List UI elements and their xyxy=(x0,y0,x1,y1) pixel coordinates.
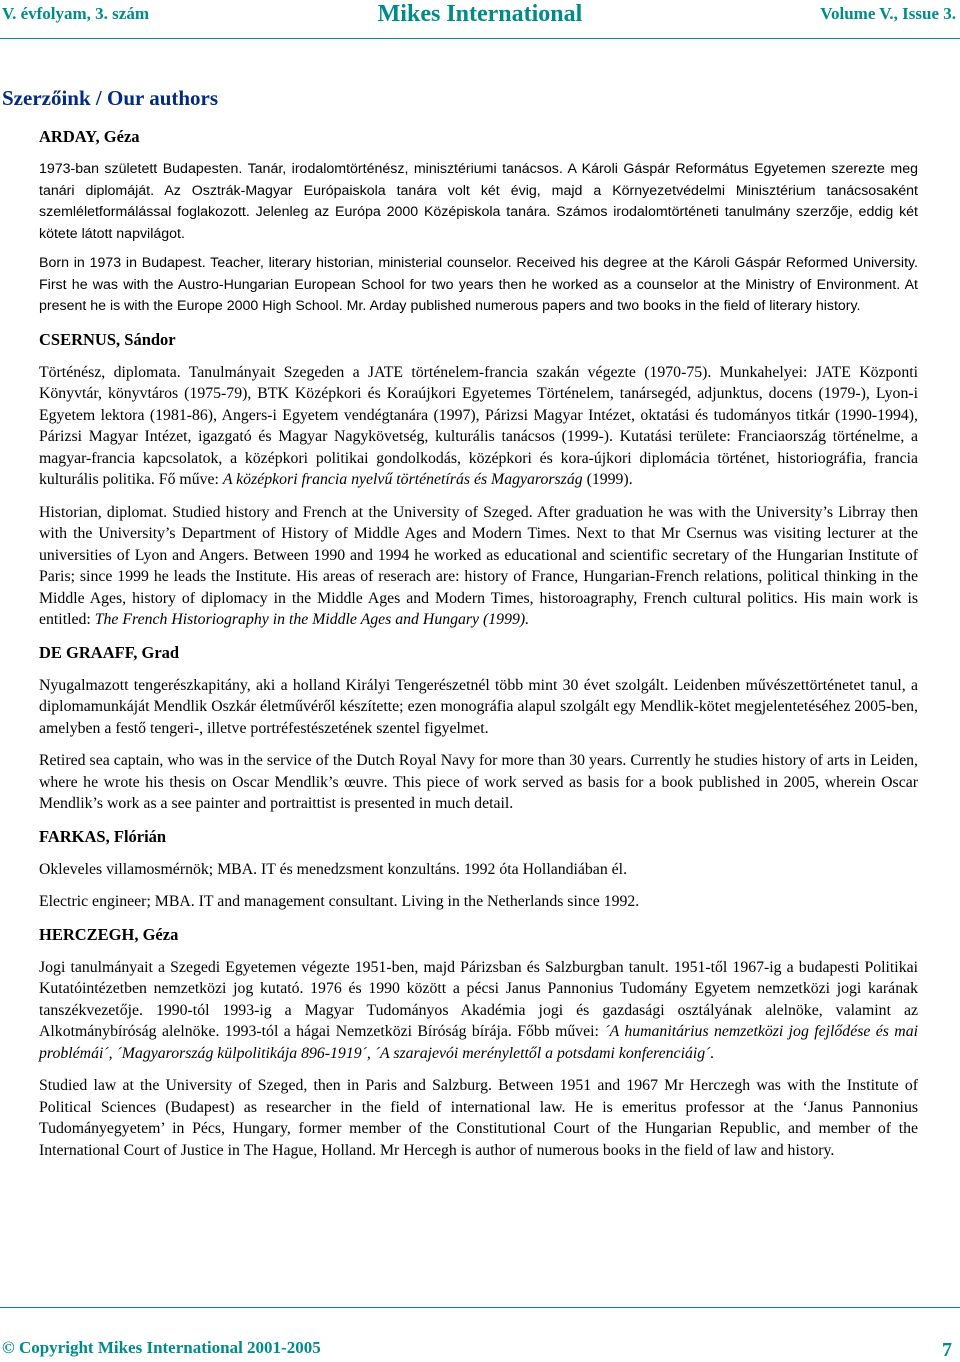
author-name: DE GRAAFF, Grad xyxy=(39,642,180,662)
author-bio-hu: Nyugalmazott tengerészkapitány, aki a holland Királyi Tengerészetnél több mint 30 évet szolgált. Leidenben művészettörténetet tanul, a diplomamunkáját Mendlik Oszkár életművéről készítette; ezen monográfia alapul szolgált egy Mendlik-kötet megjelentetéséhez 2005-ben, amelyben a festő tengeri-, illetve portréfestészetének szentel figyelmet. xyxy=(39,676,918,737)
author-entry-farkas xyxy=(39,826,918,913)
header-divider xyxy=(0,38,960,39)
author-entry-herczegh xyxy=(39,924,918,1162)
main-works-titles-hu: ´A humanitárius nemzetközi jog fejlődése és mai problémái´, ´Magyarország külpolitikája 896-1919´, ´A szarajevói merénylettől a potsdami konferenciáig´. xyxy=(39,1023,918,1062)
author-name: CSERNUS, Sándor xyxy=(39,329,176,349)
author-entry-csernus xyxy=(39,329,918,631)
header-volume-hu: V. évfolyam, 3. szám xyxy=(2,4,149,23)
author-name: FARKAS, Flórián xyxy=(39,826,167,846)
header-volume-en: Volume V., Issue 3. xyxy=(820,4,956,23)
author-bio-en: Retired sea captain, who was in the service of the Dutch Royal Navy for more than 30 years. Currently he studies history of arts in Leiden, where he wrote his thesis on Oscar Mendlik’s œuvre. This piece of work served as basis for a book published in 2005, wherein Oscar Mendlik’s work as a see painter and portraittist is presented in much detail. xyxy=(39,752,918,812)
author-bio-en: Born in 1973 in Budapest. Teacher, literary historian, ministerial counselor. Received his degree at the Károli Gáspár Reformed University. First he was with the Austro-Hungarian European School for two years then he worked as a counselor at the Ministry of Environment. At present he is with the Europe 2000 High School. Mr. Arday published numerous papers and two books in the field of literary history. xyxy=(39,255,918,314)
author-bio-en: Historian, diplomat. Studied history and French at the University of Szeged. After graduation he was with the University’s Librray then with the University’s Department of History of Middle Ages and Modern Times. Next to that Mr Csernus was visiting lecturer at the universities of Lyon and Angers. Between 1990 and 1994 he worked as educational and scientific secretary of the Hungarian Institute of Paris; since 1999 he leads the Institute. His areas of reserach are: history of France, Hungarian-French relations, political thinking in the Middle Ages, history of diplomacy in the Middle Ages and Modern Times, historoagraphy, French cultural politics. His main work is entitled: The French Historiography in the Middle Ages and Hungary (1999). xyxy=(39,503,918,628)
main-work-title-en: The French Historiography in the Middle Ages and Hungary (1999). xyxy=(94,611,530,628)
author-bio-hu: Történész, diplomata. Tanulmányait Szegeden a JATE történelem-francia szakán végezte (1970-75). Munkahelyei: JATE Központi Könyvtár, könyvtáros (1975-79), BTK Középkori és Koraújkori Egyetemes Történelem, tanársegéd, adjunktus, docens (1979-), Lyon-i Egyetem lektora (1981-86), Angers-i Egyetem vendégtanára (1997), Párizsi Magyar Intézet, oktatási és tudományos titkár (1990-1994), Párizsi Magyar Intézet, igazgató és Magyar Nagykövetség, kulturális tanácsos (1999-). Kutatási területe: Franciaország történelme, a magyar-francia kapcsolatok, a középkori politikai gondolkodás, középkori és kora-újkori diplomácia történet, historiográfia, francia kulturális politika. Fő műve: A középkori francia nyelvű történetírás és Magyarország (1999). xyxy=(39,363,918,488)
page-header xyxy=(0,0,960,38)
author-bio-hu: 1973-ban született Budapesten. Tanár, irodalomtörténész, minisztériumi tanácsos. A Károli Gáspár Református Egyetemen szerezte meg tanári diplomáját. Az Osztrák-Magyar Európaiskola tanára volt két évig, majd a Környezetvédelmi Minisztérium tanácsosaként szemléletformálással foglakozott. Jelenleg az Európa 2000 Középiskola tanára. Számos irodalomtörténeti tanulmány szerzője, eddig két kötete látott napvilágot. xyxy=(39,161,918,242)
author-name: ARDAY, Géza xyxy=(39,127,140,146)
section-title: Szerzőink / Our authors xyxy=(2,86,219,110)
author-bio-hu: Okleveles villamosmérnök; MBA. IT és menedzsment konzultáns. 1992 óta Hollandiában él. xyxy=(39,860,628,878)
author-bio-en: Electric engineer; MBA. IT and management consultant. Living in the Netherlands since 1992. xyxy=(39,893,640,910)
author-entry-de-graaff xyxy=(39,642,918,815)
author-name: HERCZEGH, Géza xyxy=(39,924,179,944)
authors-list xyxy=(39,123,918,1172)
footer-divider xyxy=(0,1307,960,1308)
author-bio-en: Studied law at the University of Szeged, then in Paris and Salzburg. Between 1951 and 1967 Mr Herczegh was with the Institute of Political Sciences (Budapest) as researcher in the field of international law. He is emeritus professor at the ‘Janus Pannonius Tudományegyetem’ in Pécs, Hungary, former member of the Constitutional Court of the Hungarian Republic, and member of the International Court of Justice in The Hague, Holland. Mr Hercegh is author of numerous books in the field of law and history. xyxy=(39,1077,918,1159)
author-bio-hu: Jogi tanulmányait a Szegedi Egyetemen végezte 1951-ben, majd Párizsban és Salzburgban tanult. 1951-től 1967-ig a budapesti Politikai Kutatóintézetben nemzetközi jog kutató. 1976 és 1990 között a pécsi Janus Pannonius Tudomány Egyetem nemzetközi jogi karának tanszékvezetője. 1990-tól 1993-ig a Magyar Tudományos Akadémia jogi és gazdasági osztályának alelnöke, valamint az Alkotmánybíróság alelnöke. 1993-tól a hágai Nemzetközi Bíróság bírája. Főbb művei: ´A humanitárius nemzetközi jog fejlődése és mai problémái´, ´Magyarország külpolitikája 896-1919´, ´A szarajevói merénylettől a potsdami konferenciáig´. xyxy=(39,958,918,1062)
header-journal-title: Mikes International xyxy=(377,1,583,27)
main-work-title-hu: A középkori francia nyelvű történetírás és Magyarország xyxy=(222,471,583,488)
author-entry-arday xyxy=(39,126,918,318)
page-number: 7 xyxy=(942,1339,952,1361)
footer-copyright: © Copyright Mikes International 2001-2005 xyxy=(2,1338,321,1357)
